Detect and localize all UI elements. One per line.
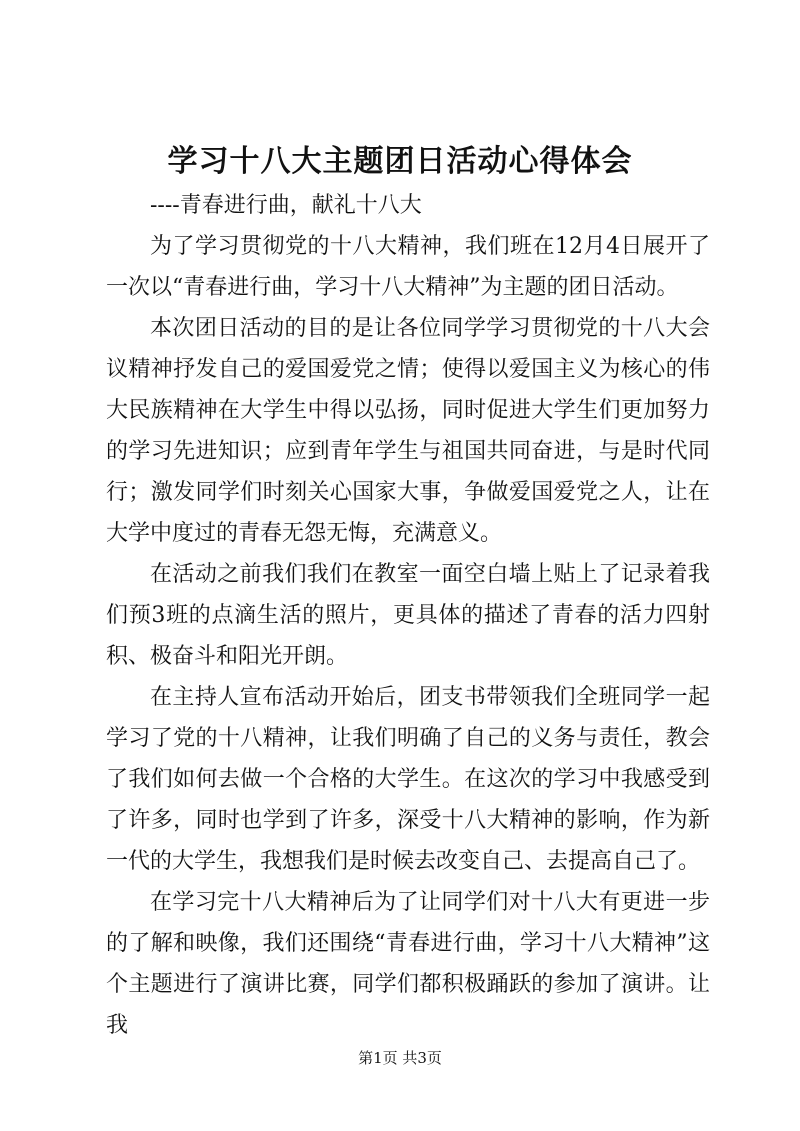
paragraph-5: 在学习完十八大精神后为了让同学们对十八大有更进一步的了解和映像，我们还围绕“青春进行曲，学习十八大精神”这个主题进行了演讲比赛，同学们都积极踊跃的参加了演讲。让我 (106, 890, 710, 1038)
paragraph-2: 本次团日活动的目的是让各位同学学习贯彻党的十八大会议精神抒发自己的爱国爱党之情；使得以爱国主义为核心的伟大民族精神在大学生中得以弘扬，同时促进大学生们更加努力的学习先进知识；应到青年学生与祖国共同奋进，与是时代同行；激发同学们时刻关心国家大事，争做爱国爱党之人，让在大学中度过的青春无怨无悔，充满意义。 (106, 316, 710, 546)
paragraph-1: 为了学习贯彻党的十八大精神，我们班在12月4日展开了一次以“青春进行曲，学习十八大精神”为主题的团日活动。 (106, 234, 710, 300)
page-number-footer: 第1页 共3页 (358, 1049, 442, 1067)
paragraph-4: 在主持人宣布活动开始后，团支书带领我们全班同学一起学习了党的十八精神，让我们明确了自己的义务与责任，教会了我们如何去做一个合格的大学生。在这次的学习中我感受到了许多，同时也学到了许多，深受十八大精神的影响，作为新一代的大学生，我想我们是时候去改变自己、去提高自己了。 (106, 685, 710, 874)
paragraph-3: 在活动之前我们我们在教室一面空白墙上贴上了记录着我们预3班的点滴生活的照片，更具体的描述了青春的活力四射积、极奋斗和阳光开朗。 (106, 562, 710, 669)
document-body (106, 226, 710, 1046)
document-subtitle: ----青春进行曲，献礼十八大 (150, 193, 422, 218)
document-title: 学习十八大主题团日活动心得体会 (167, 144, 633, 179)
